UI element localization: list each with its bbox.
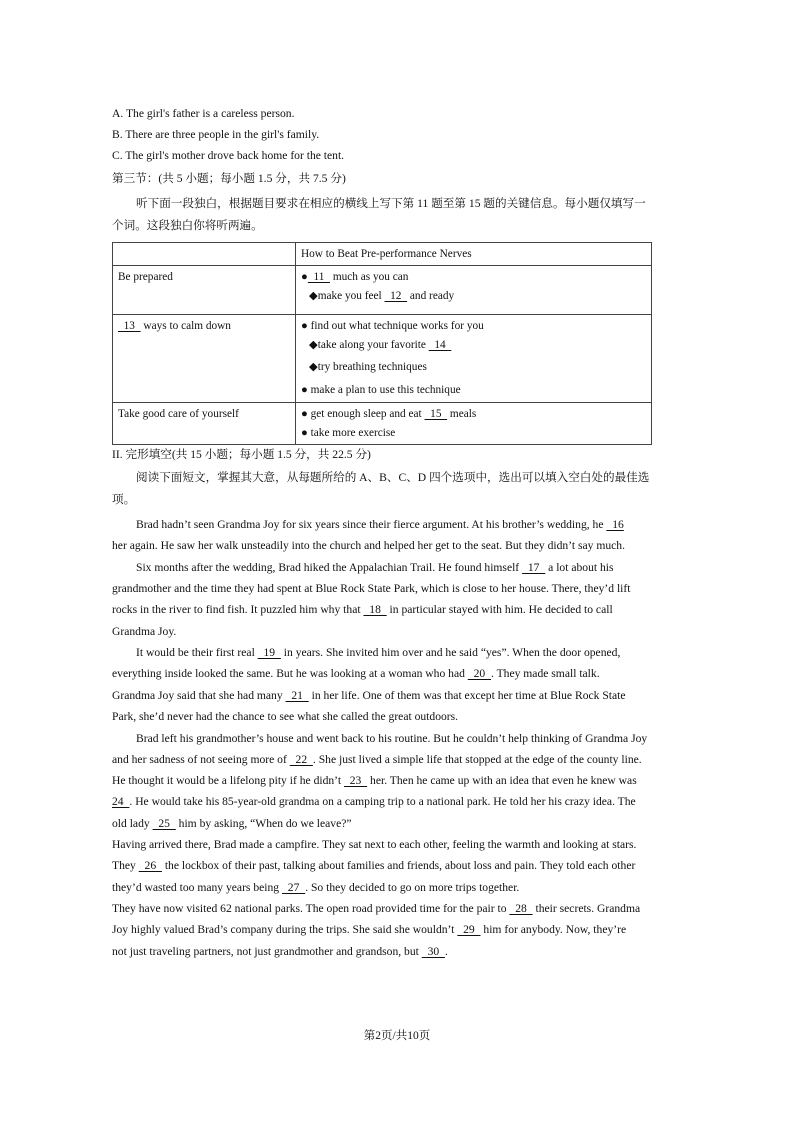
passage-line — [112, 666, 600, 682]
detail-line: ◆take along your favorite 14 — [309, 338, 452, 351]
section3-heading: 第三节：(共 5 小题；每小题 1.5 分，共 7.5 分) — [112, 172, 346, 185]
passage-line — [112, 752, 642, 768]
table-row — [113, 266, 652, 315]
passage-text: in particular stayed with him. He decided to call — [386, 603, 613, 616]
cloze-blank: 25 — [152, 817, 176, 830]
passage-text: Brad hadn’t seen Grandma Joy for six years since their fierce argument. At his brother’s wedding, he — [136, 518, 607, 531]
passage-text: rocks in the river to find fish. It puzzled him why that — [112, 603, 364, 616]
passage-text: . He would take his 85-year-old grandma on a camping trip to a national park. He told her his crazy idea. The — [129, 795, 636, 808]
section-ii-instruction-cont: 项。 — [112, 493, 136, 506]
cloze-blank: 18 — [363, 603, 387, 616]
passage-line — [112, 773, 637, 789]
passage-line — [112, 624, 176, 640]
option-c: C. The girl's mother drove back home for the tent. — [112, 149, 345, 162]
passage-line — [112, 602, 613, 618]
passage-text: in her life. One of them was that except her time at Blue Rock State — [308, 689, 626, 702]
detail-line: ● find out what technique works for you — [301, 319, 484, 332]
detail-line: ● 11 much as you can — [301, 271, 409, 283]
passage-text: Grandma Joy. — [112, 625, 177, 638]
passage-text: Having arrived there, Brad made a campfire. They sat next to each other, feeling the warmth and looking at stars. — [112, 838, 637, 851]
passage-line — [112, 794, 636, 810]
passage-text: . She just lived a simple life that stopped at the edge of the county line. — [312, 753, 642, 766]
passage-text: . They made small talk. — [490, 667, 600, 680]
detail-line: ● get enough sleep and eat 15 meals — [301, 407, 477, 420]
detail-line: ◆try breathing techniques — [309, 361, 427, 373]
option-a: A. The girl's father is a careless person. — [112, 107, 295, 120]
passage-text: him by asking, “When do we leave?” — [175, 817, 352, 830]
passage-text: and her sadness of not seeing more of — [112, 753, 290, 766]
passage-text: her. Then he came up with an idea that even he knew was — [367, 774, 637, 787]
passage-text: Brad left his grandmother’s house and went back to his routine. But he couldn’t help thinking of Grandma Joy — [136, 732, 648, 745]
cloze-blank: 19 — [257, 646, 281, 659]
cloze-blank: 24 — [112, 795, 130, 808]
passage-text: . So they decided to go on more trips together. — [305, 881, 520, 894]
blank-12: 12 — [384, 290, 408, 302]
passage-text: Park, she’d never had the chance to see what she called the great outdoors. — [112, 710, 459, 723]
notes-table — [112, 242, 652, 445]
passage-line — [112, 880, 519, 896]
passage-line — [136, 560, 614, 576]
passage-line — [136, 731, 647, 747]
table-header-row — [113, 243, 652, 266]
passage-line — [112, 922, 626, 938]
cloze-blank: 20 — [467, 667, 491, 680]
section-ii-heading: II. 完形填空(共 15 小题；每小题 1.5 分，共 22.5 分) — [112, 448, 371, 461]
passage-text: Six months after the wedding, Brad hiked the Appalachian Trail. He found himself — [136, 561, 523, 574]
table-row — [113, 402, 652, 444]
cloze-blank: 17 — [522, 561, 546, 574]
page-footer: 第2页/共10页 — [363, 1030, 431, 1042]
blank-13: 13 — [118, 319, 141, 332]
passage-text: not just traveling partners, not just grandmother and grandson, but — [112, 945, 422, 958]
passage-text: They have now visited 62 national parks. The open road provided time for the pair to — [112, 902, 510, 915]
passage-text: He thought it would be a lifelong pity if he didn’t — [112, 774, 344, 787]
passage-text: everything inside looked the same. But he was looking at a woman who had — [112, 667, 468, 680]
cloze-blank: 23 — [343, 774, 368, 787]
passage-line — [112, 944, 448, 960]
passage-text: Grandma Joy said that she had many — [112, 689, 286, 702]
section3-instruction: 听下面一段独白，根据题目要求在相应的横线上写下第 11 题至第 15 题的关键信息。每小题仅填写一 — [136, 197, 646, 210]
passage-text: a lot about his — [545, 561, 614, 574]
passage-text: him for anybody. Now, they’re — [480, 923, 627, 936]
passage-text: in years. She invited him over and he said “yes”. When the door opened, — [280, 646, 621, 659]
passage-line — [112, 858, 635, 874]
blank-15: 15 — [424, 407, 448, 420]
table-title: How to Beat Pre-performance Nerves — [296, 243, 652, 266]
passage-text: they’d wasted too many years being — [112, 881, 282, 894]
table-row-details — [296, 402, 652, 444]
passage-line — [136, 517, 624, 533]
passage-text: her again. He saw her walk unsteadily into the church and helped her get to the seat. But they didn’t say much. — [112, 539, 625, 552]
cloze-blank: 26 — [138, 859, 162, 872]
cloze-blank: 29 — [457, 923, 481, 936]
cloze-blank: 21 — [285, 689, 309, 702]
passage-line — [112, 581, 630, 597]
passage-line — [112, 538, 625, 554]
table-row-label: 13 ways to calm down — [113, 314, 296, 402]
blank-11: 11 — [307, 271, 331, 283]
passage-line — [136, 645, 620, 661]
detail-line: ◆make you feel 12 and ready — [309, 290, 455, 302]
passage-text: the lockbox of their past, talking about families and friends, about loss and pain. They told each other — [161, 859, 636, 872]
section3-instruction-cont: 个词。这段独白你将听两遍。 — [112, 219, 263, 232]
passage-line — [112, 816, 352, 832]
cloze-blank: 27 — [282, 881, 306, 894]
detail-line: ● make a plan to use this technique — [301, 383, 461, 396]
option-b: B. There are three people in the girl's family. — [112, 128, 320, 141]
cloze-blank: 22 — [289, 753, 313, 766]
passage-text: They — [112, 859, 139, 872]
table-row-label: Be prepared — [113, 266, 296, 315]
cloze-blank: 16 — [606, 518, 624, 531]
passage-line — [112, 901, 640, 917]
passage-text: grandmother and the time they had spent at Blue Rock State Park, which is close to her house. There, they’d lift — [112, 582, 631, 595]
table-row-details — [296, 266, 652, 315]
cloze-blank: 30 — [421, 945, 445, 958]
passage-text: . — [444, 945, 448, 958]
passage-text: Joy highly valued Brad’s company during the trips. She said she wouldn’t — [112, 923, 458, 936]
table-header-empty — [113, 243, 296, 266]
cloze-blank: 28 — [509, 902, 533, 915]
detail-line: ● take more exercise — [301, 426, 396, 439]
passage-line — [112, 688, 626, 704]
passage-line — [112, 709, 458, 725]
passage-text: old lady — [112, 817, 153, 830]
table-row — [113, 314, 652, 402]
section-ii-instruction: 阅读下面短文，掌握其大意，从每题所给的 A、B、C、D 四个选项中，选出可以填入空白处的最佳选 — [136, 471, 650, 484]
passage-line — [112, 837, 636, 853]
table-row-label: Take good care of yourself — [113, 402, 296, 444]
passage-text: It would be their first real — [136, 646, 258, 659]
passage-text: their secrets. Grandma — [532, 902, 641, 915]
table-row-details — [296, 314, 652, 402]
blank-14: 14 — [428, 338, 452, 351]
